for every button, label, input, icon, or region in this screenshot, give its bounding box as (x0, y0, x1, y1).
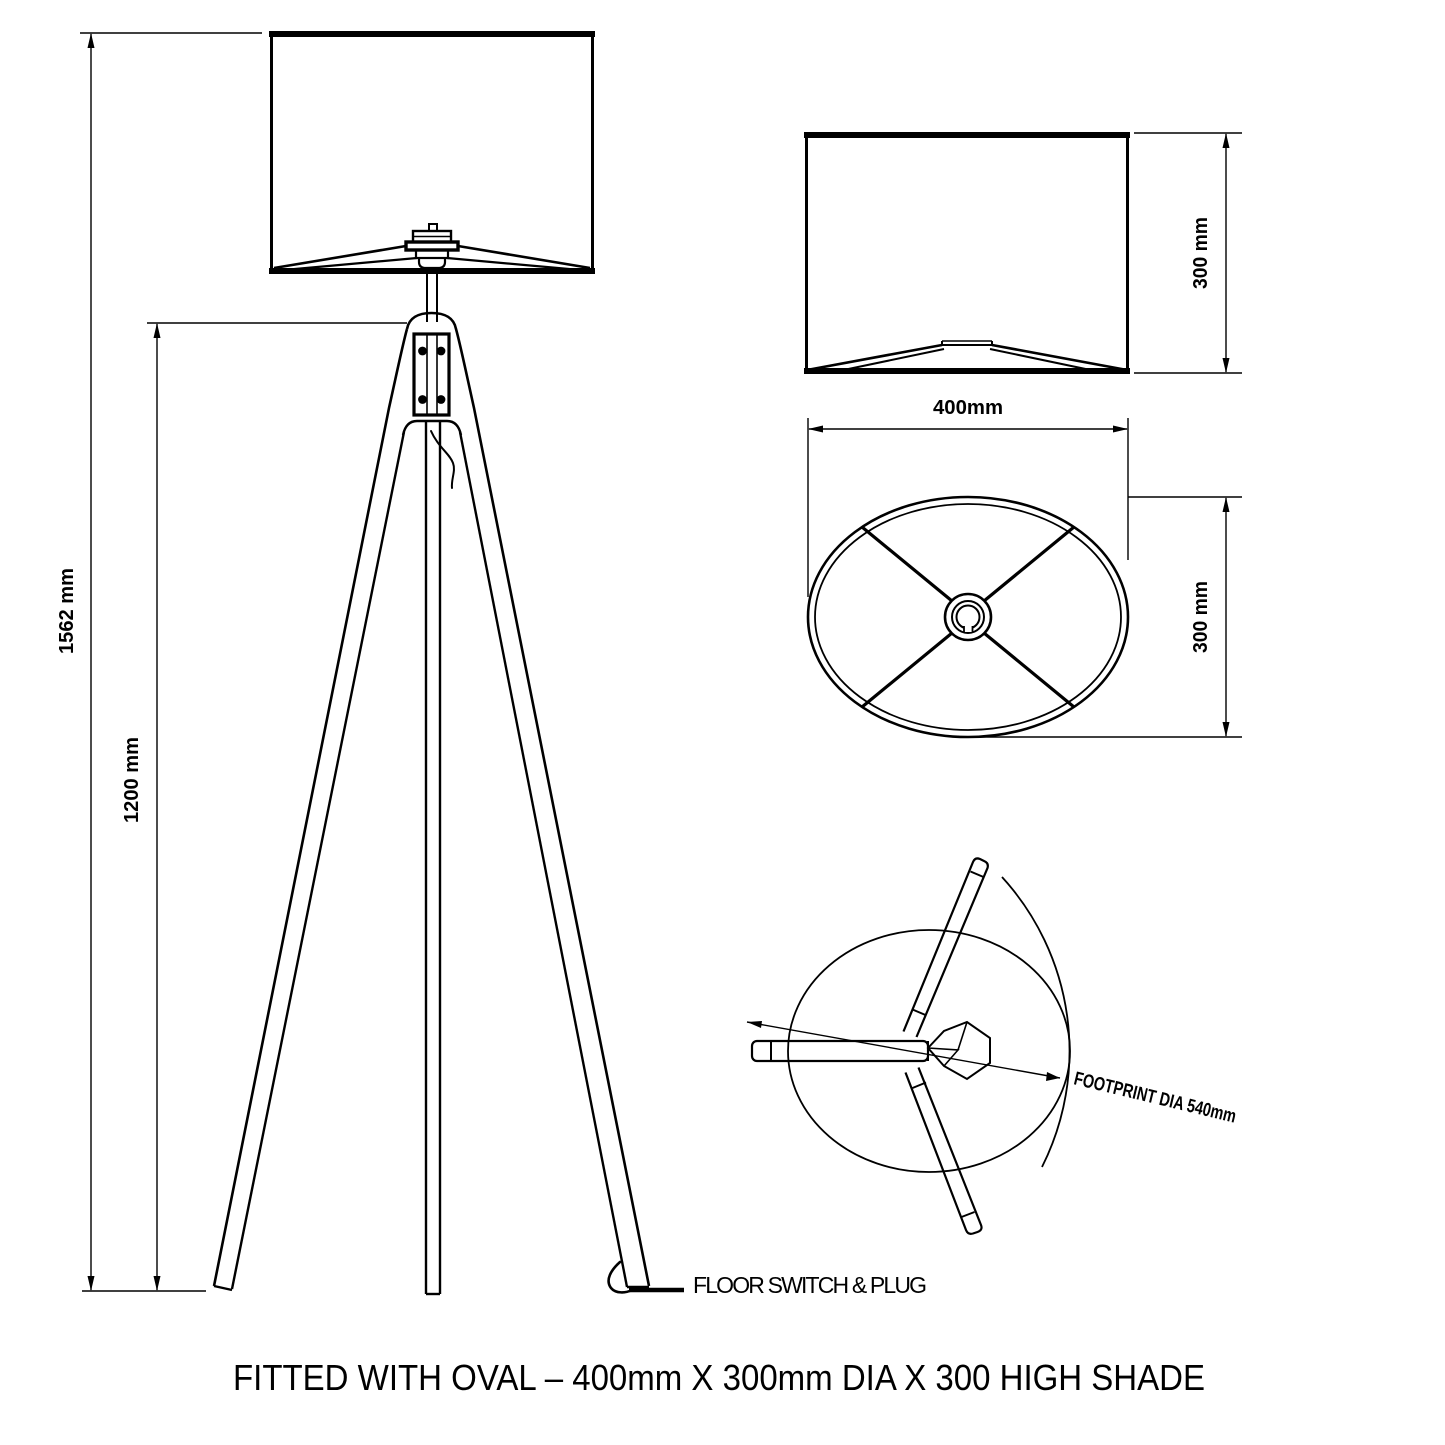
oval-centre-washer (945, 594, 991, 640)
arrowhead-down-icon (88, 1276, 95, 1291)
holder-flange (406, 242, 458, 250)
shade-spider-fitting (273, 224, 591, 271)
footprint-leg-upper-right (904, 858, 988, 1037)
floor-switch-label: FLOOR SWITCH & PLUG (693, 1272, 927, 1298)
spoke-upper-right (984, 527, 1074, 601)
head-right-outline (407, 313, 649, 1286)
oval-rim-outer (808, 497, 1128, 737)
leg-tip-cap (962, 1212, 975, 1217)
hub-inner-line (958, 1022, 967, 1050)
arrowhead-down-icon (154, 1276, 161, 1291)
tripod-head (214, 313, 649, 1286)
footprint-diameter-label: FOOTPRINT DIA 540mm (1071, 1068, 1289, 1140)
arrowhead-up-icon (1223, 133, 1230, 148)
holder-cup (419, 258, 445, 268)
spoke-lower-right (984, 633, 1074, 707)
arrowhead-left-icon (747, 1021, 762, 1028)
dimension-shade-height (1134, 133, 1242, 373)
spoke-upper-left (862, 527, 952, 601)
overall-height-label: 1562 mm (56, 568, 78, 654)
left-leg-inner-line (232, 432, 404, 1289)
leg-tip-cap (971, 872, 984, 878)
stand-height-label: 1200 mm (121, 737, 143, 823)
leg-hub-joint (913, 1010, 926, 1016)
bolt-icon (418, 395, 427, 404)
left-leg-foot-cut (214, 1286, 232, 1290)
oval-spokes (862, 527, 1074, 707)
leg-body (752, 1041, 928, 1061)
arrowhead-up-icon (88, 33, 95, 48)
shade-bottom-recess (807, 341, 1127, 372)
arrowhead-up-icon (1223, 497, 1230, 512)
power-cord-curve (431, 431, 454, 488)
arrowhead-up-icon (154, 323, 161, 338)
shade-width-label: 400mm (933, 397, 1003, 419)
hub-outline (928, 1022, 990, 1079)
right-leg-inner-line (460, 432, 627, 1287)
footprint-hub (928, 1022, 990, 1079)
head-left-outline (214, 329, 407, 1286)
footprint-leg-lower-right (906, 1068, 982, 1234)
arrowhead-right-icon (1046, 1072, 1060, 1081)
recess-diagonal-right (992, 345, 1127, 370)
shade-height-label: 300 mm (1190, 214, 1212, 289)
arrowhead-left-icon (808, 426, 823, 433)
spoke-lower-left (862, 633, 952, 707)
arrowhead-down-icon (1223, 358, 1230, 373)
dimension-overall-height (80, 33, 262, 1291)
dimension-stand-height (147, 323, 407, 1291)
oval-rim-inner (815, 504, 1121, 730)
drawing-caption: FITTED WITH OVAL – 400mm X 300mm DIA X 300 HIGH SHADE (233, 1357, 1205, 1398)
shade-depth-label: 300 mm (1190, 578, 1212, 653)
arrowhead-right-icon (1113, 426, 1128, 433)
dimension-shade-width (808, 418, 1128, 597)
recess-diagonal-left (807, 345, 942, 370)
bolt-icon (418, 347, 427, 356)
footprint-leg-left (752, 1041, 928, 1061)
tripod-legs-front (214, 421, 649, 1294)
leg-hub-joint (913, 1083, 927, 1089)
leg-body (906, 1068, 982, 1234)
shade-top-view (808, 418, 1242, 737)
arrowhead-down-icon (1223, 722, 1230, 737)
footprint-top-view (747, 858, 1070, 1233)
shade-side-view (804, 133, 1242, 373)
front-elevation-view (80, 33, 684, 1294)
bolt-icon (437, 347, 446, 356)
footprint-sweep-arc (1002, 877, 1070, 1167)
bolt-icon (437, 395, 446, 404)
stem-rod (427, 268, 437, 415)
